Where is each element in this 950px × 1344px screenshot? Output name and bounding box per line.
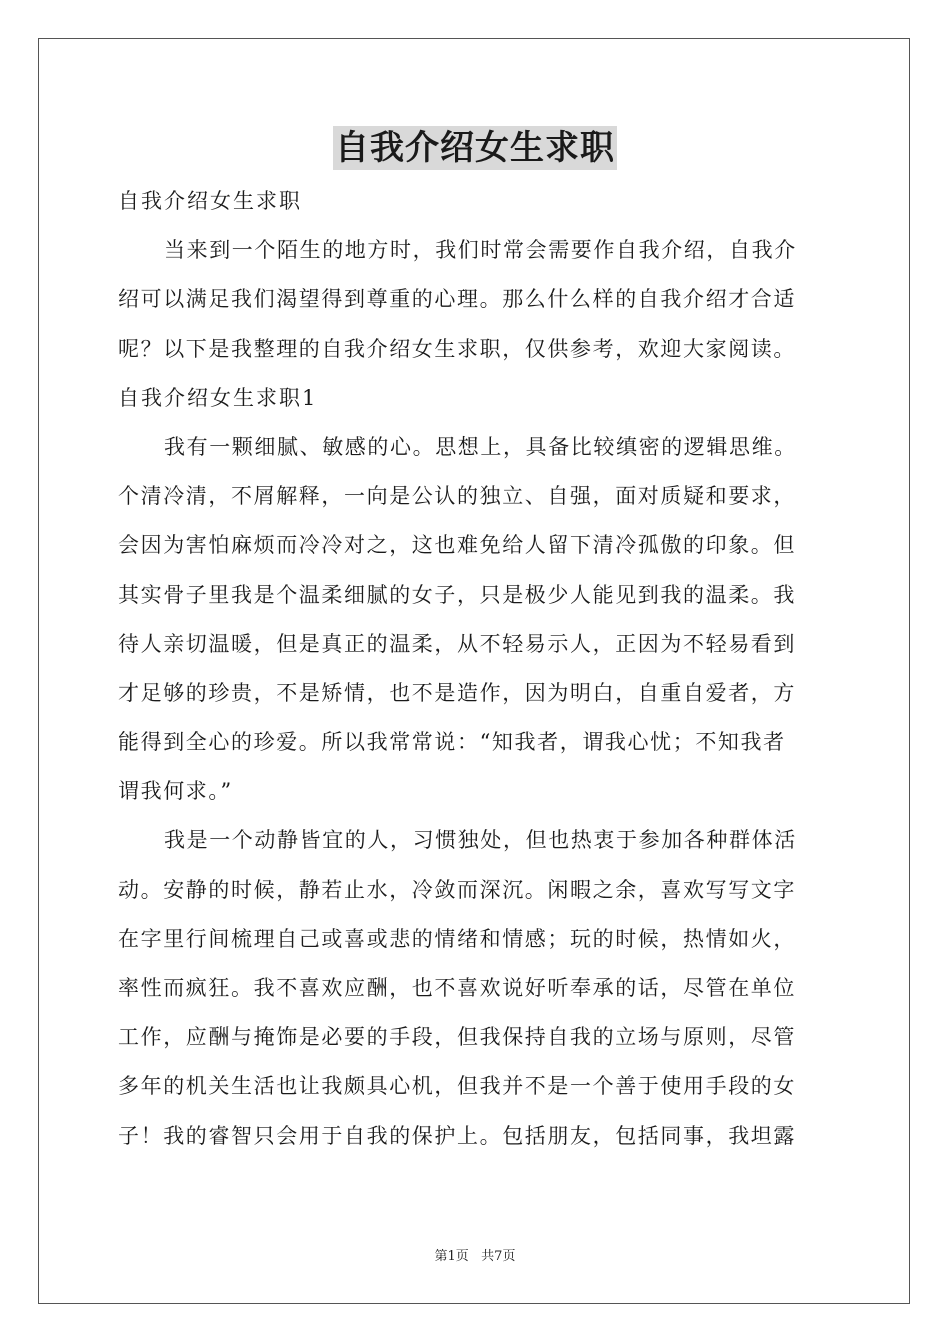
paragraph-line: 能得到全心的珍爱。所以我常常说：“知我者，谓我心忧；不知我者 [118, 730, 786, 755]
paragraph-line: 多年的机关生活也让我颇具心机，但我并不是一个善于使用手段的女 [118, 1074, 796, 1099]
page-footer: 第1页 共7页 [434, 1249, 516, 1264]
paragraph-line: 在字里行间梳理自己或喜或悲的情绪和情感；玩的时候，热情如火， [118, 926, 796, 951]
paragraph-line: 率性而疯狂。我不喜欢应酬，也不喜欢说好听奉承的话，尽管在单位 [118, 976, 796, 1000]
paragraph-line: 会因为害怕麻烦而冷冷对之，这也难免给人留下清冷孤傲的印象。但 [118, 533, 796, 558]
paragraph-line: 当来到一个陌生的地方时，我们时常会需要作自我介绍，自我介 [164, 238, 797, 263]
paragraph-line: 呢？以下是我整理的自我介绍女生求职，仅供参考，欢迎大家阅读。 [118, 336, 796, 361]
section-heading: 自我介绍女生求职1 [118, 385, 318, 410]
paragraph-line: 才足够的珍贵，不是矫情，也不是造作，因为明白，自重自爱者，方 [118, 680, 796, 705]
paragraph-line: 其实骨子里我是个温柔细腻的女子，只是极少人能见到我的温柔。我 [118, 582, 796, 607]
paragraph-line: 动。安静的时候，静若止水，冷敛而深沉。闲暇之余，喜欢写写文字 [118, 877, 796, 902]
document-body [118, 177, 832, 1161]
section-heading: 自我介绍女生求职 [118, 189, 302, 213]
paragraph-line: 子！我的睿智只会用于自我的保护上。包括朋友，包括同事，我坦露 [118, 1123, 796, 1148]
document-title-text: 自我介绍女生求职 [335, 128, 615, 168]
paragraph-line: 我是一个动静皆宜的人，习惯独处，但也热衷于参加各种群体活 [164, 828, 797, 853]
paragraph-line: 待人亲切温暖，但是真正的温柔，从不轻易示人，正因为不轻易看到 [118, 631, 796, 656]
paragraph-line: 工作，应酬与掩饰是必要的手段，但我保持自我的立场与原则，尽管 [118, 1025, 796, 1050]
paragraph-line: 谓我何求。” [118, 779, 233, 804]
paragraph-line: 我有一颗细腻、敏感的心。思想上，具备比较缜密的逻辑思维。 [164, 434, 797, 459]
document-title [0, 126, 950, 170]
paragraph-line: 个清冷清，不屑解释，一向是公认的独立、自强，面对质疑和要求， [118, 484, 796, 509]
paragraph-line: 绍可以满足我们渴望得到尊重的心理。那么什么样的自我介绍才合适 [118, 287, 796, 312]
